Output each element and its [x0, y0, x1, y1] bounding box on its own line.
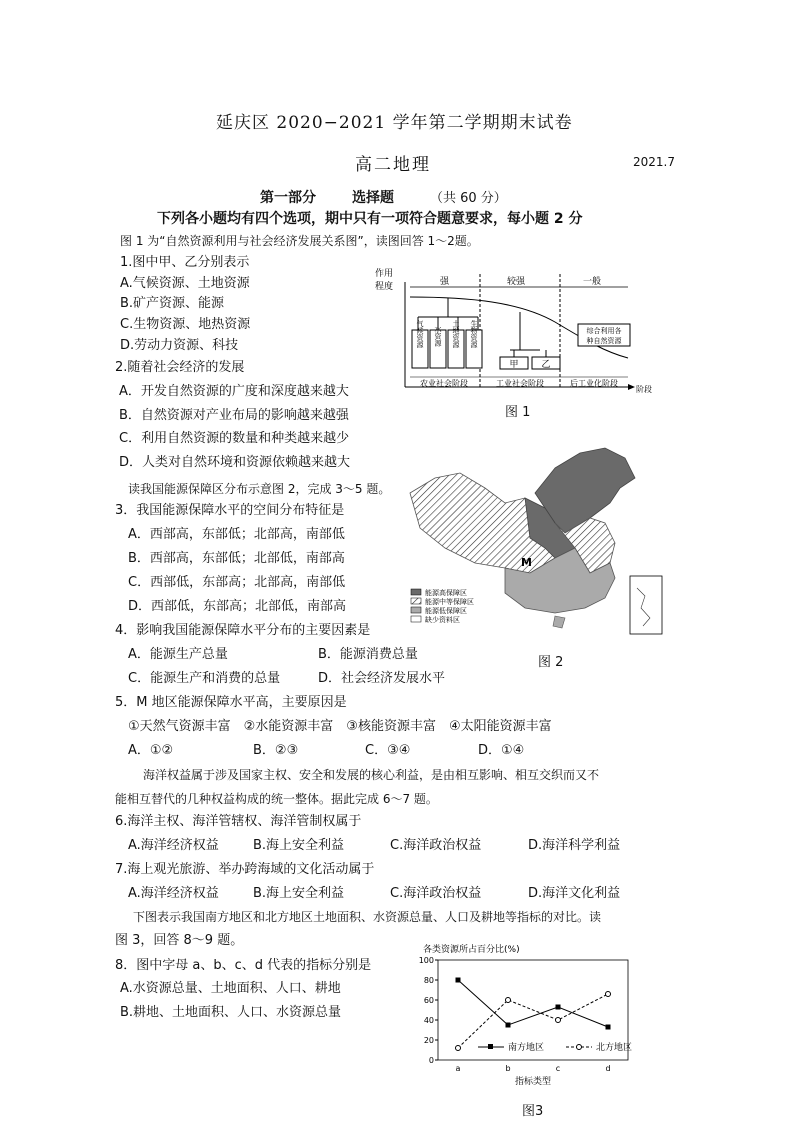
fig1-box-bio: 生物资源 — [470, 320, 478, 348]
map-marker-m: M — [521, 556, 532, 569]
intro-3-line-1: 海洋权益属于涉及国家主权、安全和发展的核心利益，是由相互影响、相互交织而又不 — [143, 768, 600, 782]
q3-stem: 3．我国能源保障水平的空间分布特征是 — [115, 503, 345, 518]
legend-high: 能源高保障区 — [425, 589, 467, 597]
q7-option-d[interactable]: D.海洋文化利益 — [528, 886, 621, 901]
q5-option-b[interactable]: B．②③ — [253, 743, 299, 758]
q5-stem: 5．M 地区能源保障水平高，主要原因是 — [115, 695, 347, 710]
fig1-combined-1: 综合利用各 — [586, 327, 622, 335]
q3-option-c[interactable]: C．西部低，东部高；北部高，南部低 — [128, 575, 346, 590]
chart-xlabel: 指标类型 — [514, 1077, 552, 1087]
fig1-caption: 图 1 — [505, 405, 531, 420]
legend-north-label: 北方地区 — [596, 1043, 633, 1053]
legend-none: 缺少资料区 — [425, 616, 460, 624]
data-point-s0-c — [556, 1005, 561, 1010]
data-point-s0-a — [456, 978, 461, 983]
legend-medium: 能源中等保障区 — [425, 598, 474, 606]
q5-option-c[interactable]: C．③④ — [365, 743, 411, 758]
q2-option-b[interactable]: B．自然资源对产业布局的影响越来越强 — [119, 408, 349, 423]
fig1-box-climate: 气候资源 — [416, 320, 424, 348]
fig1-box-water: 水资源 — [434, 325, 442, 347]
q6-option-d[interactable]: D.海洋科学利益 — [528, 838, 621, 853]
legend-low: 能源低保障区 — [425, 607, 467, 615]
intro-3-line-2: 能相互替代的几种权益构成的统一整体。据此完成 6～7 题。 — [115, 792, 438, 806]
fig1-ylabel-2: 程度 — [375, 282, 394, 292]
q7-option-b[interactable]: B.海上安全利益 — [253, 886, 345, 901]
q3-option-a[interactable]: A．西部高，东部低；北部高，南部低 — [128, 527, 345, 542]
y-tick-label: 60 — [423, 996, 434, 1005]
intro-1: 图 1 为“自然资源利用与社会经济发展关系图”，读图回答 1～2题。 — [120, 234, 479, 248]
figure-2-map — [405, 448, 665, 643]
fig1-xlabel: 阶段 — [636, 385, 652, 394]
y-tick-label: 0 — [428, 1056, 434, 1065]
q5-items: ①天然气资源丰富 ②水能资源丰富 ③核能资源丰富 ④太阳能资源丰富 — [128, 719, 552, 734]
fig1-stage-ind: 工业社会阶段 — [496, 379, 544, 388]
x-tick-label: b — [505, 1064, 511, 1073]
q6-option-b[interactable]: B.海上安全利益 — [253, 838, 345, 853]
legend-medium-swatch — [411, 598, 421, 604]
data-point-s1-c — [556, 1018, 561, 1023]
fig1-strength-medium: 较强 — [507, 277, 526, 287]
figure-3-chart — [418, 940, 643, 1090]
figure-1 — [370, 262, 650, 402]
exam-subtitle: 高二地理 — [355, 155, 431, 175]
x-tick-label: c — [555, 1064, 561, 1073]
exam-title: 延庆区 2020−2021 学年第二学期期末试卷 — [216, 113, 573, 133]
q7-stem: 7.海上观光旅游、举办跨海域的文化活动属于 — [115, 862, 375, 877]
q4-stem: 4．影响我国能源保障水平分布的主要因素是 — [115, 623, 371, 638]
q8-option-a[interactable]: A.水资源总量、土地面积、人口、耕地 — [120, 981, 341, 996]
fig1-strength-weak: 一般 — [583, 277, 602, 287]
y-tick-label: 40 — [423, 1016, 434, 1025]
q5-option-d[interactable]: D．①④ — [478, 743, 525, 758]
y-tick-label: 80 — [423, 976, 434, 985]
q2-stem: 2.随着社会经济的发展 — [115, 360, 245, 375]
data-point-s1-d — [606, 992, 611, 997]
legend-none-swatch — [411, 616, 421, 622]
intro-4-line-2: 图 3，回答 8～9 题。 — [115, 933, 244, 948]
exam-date: 2021.7 — [633, 155, 675, 169]
legend-south-marker — [488, 1044, 493, 1049]
q8-stem: 8．图中字母 a、b、c、d 代表的指标分别是 — [115, 958, 372, 973]
map-inset — [630, 576, 662, 634]
fig1-combined-2: 种自然资源 — [586, 337, 622, 345]
q6-option-a[interactable]: A.海洋经济权益 — [128, 838, 219, 853]
data-point-s0-b — [506, 1023, 511, 1028]
q1-option-a[interactable]: A.气候资源、土地资源 — [120, 276, 250, 291]
intro-2: 读我国能源保障区分布示意图 2，完成 3～5 题。 — [128, 482, 391, 496]
q2-option-d[interactable]: D．人类对自然环境和资源依赖越来越大 — [119, 455, 351, 470]
data-point-s1-a — [456, 1046, 461, 1051]
q3-option-b[interactable]: B．西部高，东部低；北部低，南部高 — [128, 551, 345, 566]
y-tick-label: 20 — [423, 1036, 434, 1045]
q4-option-b[interactable]: B．能源消费总量 — [318, 647, 418, 662]
q2-option-c[interactable]: C．利用自然资源的数量和种类越来越少 — [119, 431, 350, 446]
q1-option-b[interactable]: B.矿产资源、能源 — [120, 296, 225, 311]
legend-low-swatch — [411, 607, 421, 613]
q7-option-c[interactable]: C.海洋政治权益 — [390, 886, 482, 901]
q1-option-d[interactable]: D.劳动力资源、科技 — [120, 338, 239, 353]
section-score: （共 60 分） — [430, 191, 507, 206]
fig1-yi: 乙 — [541, 360, 551, 370]
fig1-jia: 甲 — [509, 360, 519, 370]
data-point-s1-b — [506, 998, 511, 1003]
x-tick-label: d — [605, 1064, 611, 1073]
q4-option-a[interactable]: A．能源生产总量 — [128, 647, 228, 662]
y-tick-label: 100 — [418, 956, 434, 965]
fig1-stage-agri: 农业社会阶段 — [420, 379, 468, 388]
q8-option-b[interactable]: B.耕地、土地面积、人口、水资源总量 — [120, 1005, 342, 1020]
data-point-s0-d — [606, 1025, 611, 1030]
legend-north-marker — [577, 1045, 582, 1050]
fig1-stage-post: 后工业化阶段 — [570, 379, 618, 388]
x-tick-label: a — [455, 1064, 461, 1073]
legend-high-swatch — [411, 589, 421, 595]
q7-option-a[interactable]: A.海洋经济权益 — [128, 886, 219, 901]
chart-title: 各类资源所占百分比(%) — [423, 945, 520, 955]
q2-option-a[interactable]: A．开发自然资源的广度和深度越来越大 — [119, 384, 349, 399]
section-part: 第一部分 — [260, 190, 316, 206]
intro-4-line-1: 下图表示我国南方地区和北方地区土地面积、水资源总量、人口及耕地等指标的对比。读 — [133, 910, 602, 924]
section-type: 选择题 — [352, 190, 394, 206]
q6-option-c[interactable]: C.海洋政治权益 — [390, 838, 482, 853]
fig2-caption: 图 2 — [538, 655, 564, 670]
q6-stem: 6.海洋主权、海洋管辖权、海洋管制权属于 — [115, 814, 362, 829]
section-instruction: 下列各小题均有四个选项，期中只有一项符合题意要求，每小题 2 分 — [157, 211, 583, 227]
q4-option-d[interactable]: D．社会经济发展水平 — [318, 671, 446, 686]
map-hainan — [553, 616, 565, 628]
q4-option-c[interactable]: C．能源生产和消费的总量 — [128, 671, 281, 686]
fig1-ylabel-1: 作用 — [375, 269, 394, 279]
q3-option-d[interactable]: D．西部低，东部高；北部低，南部高 — [128, 599, 347, 614]
q1-stem: 1.图中甲、乙分别表示 — [120, 255, 250, 270]
legend-south-label: 南方地区 — [508, 1043, 545, 1053]
fig1-box-land: 土地资源 — [452, 320, 460, 348]
fig1-strength-strong: 强 — [440, 277, 450, 287]
q5-option-a[interactable]: A．①② — [128, 743, 174, 758]
fig3-caption: 图3 — [522, 1104, 544, 1119]
q1-option-c[interactable]: C.生物资源、地热资源 — [120, 317, 251, 332]
